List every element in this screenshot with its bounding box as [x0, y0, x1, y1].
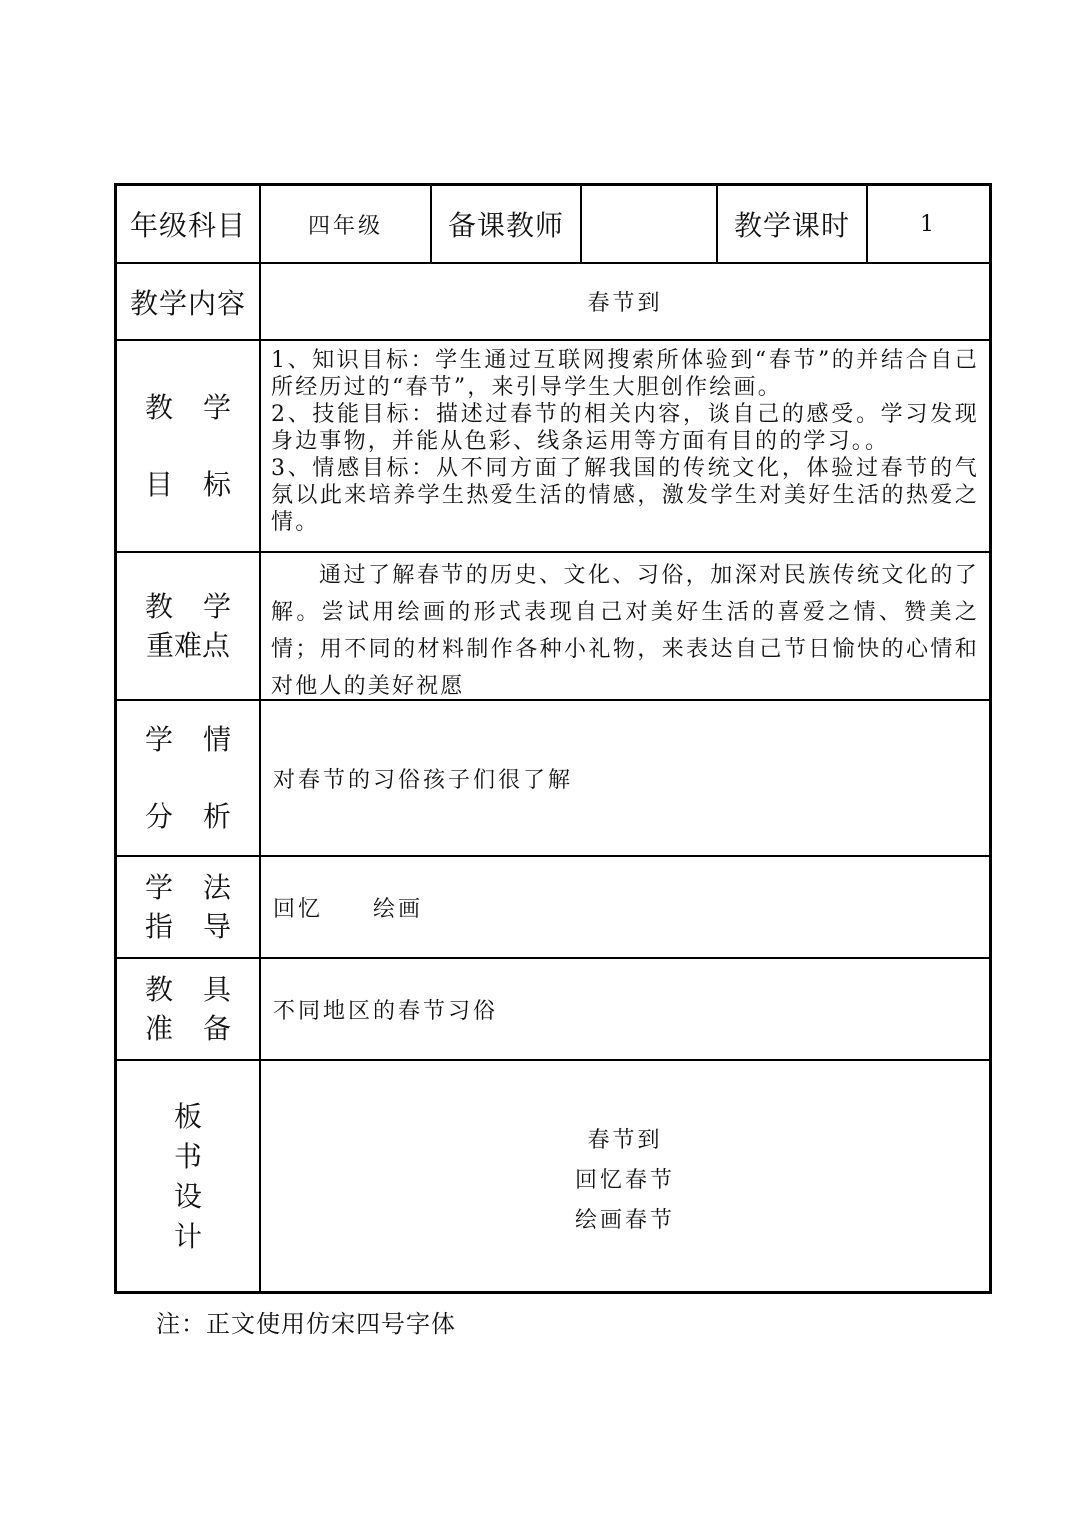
board-content [261, 1061, 989, 1291]
board-line: 春节到 [587, 1128, 663, 1153]
tools-label: 教 具 准 备 [145, 972, 231, 1045]
hours-label: 教学课时 [733, 209, 850, 242]
method-text: 回忆 绘画 [273, 896, 424, 922]
goal-emotion: 3、情感目标：从不同方面了解我国的传统文化，体验过春节的气氛以此来培养学生热爱生活的情感，激发学生对美好生活的热爱之情。 [271, 456, 979, 535]
grade-value: 四年级 [307, 213, 383, 239]
tools-text: 不同地区的春节习俗 [273, 998, 499, 1024]
method-label: 学 法 指 导 [145, 870, 231, 943]
grade-subject-label: 年级科目 [129, 209, 246, 242]
keypoints-label: 教 学 重难点 [145, 589, 231, 662]
content-value: 春节到 [587, 291, 663, 316]
board-label: 板 书 设 计 [173, 1100, 202, 1253]
goal-skill: 2、技能目标：描述过春节的相关内容，谈自己的感受。学习发现身边事物，并能从色彩、线条运用等方面有目的的学习。。 [271, 402, 979, 454]
content-label: 教学内容 [129, 286, 246, 320]
goals-text [261, 341, 989, 551]
analysis-text: 对春节的习俗孩子们很了解 [273, 767, 574, 793]
goal-knowledge: 1、知识目标：学生通过互联网搜索所体验到“春节”的并结合自己所经历过的“春节”，来引导学生大胆创作绘画。 [271, 348, 979, 400]
analysis-label: 学 情 分 析 [145, 722, 231, 833]
board-line: 回忆春节 [574, 1168, 675, 1193]
footnote: 注：正文使用仿宋四号字体 [156, 1310, 456, 1338]
teacher-value [582, 186, 716, 262]
goals-label: 教 学 目 标 [145, 390, 231, 501]
lesson-plan-table [114, 183, 992, 1294]
board-line: 绘画春节 [574, 1208, 675, 1233]
keypoints-text: 通过了解春节的历史、文化、习俗，加深对民族传统文化的了解。尝试用绘画的形式表现自己对美好生活的喜爱之情、赞美之情；用不同的材料制作各种小礼物，来表达自己节日愉快的心情和对他人的美好祝愿 [271, 563, 979, 699]
teacher-label: 备课教师 [447, 209, 564, 242]
hours-value: 1 [920, 211, 937, 237]
